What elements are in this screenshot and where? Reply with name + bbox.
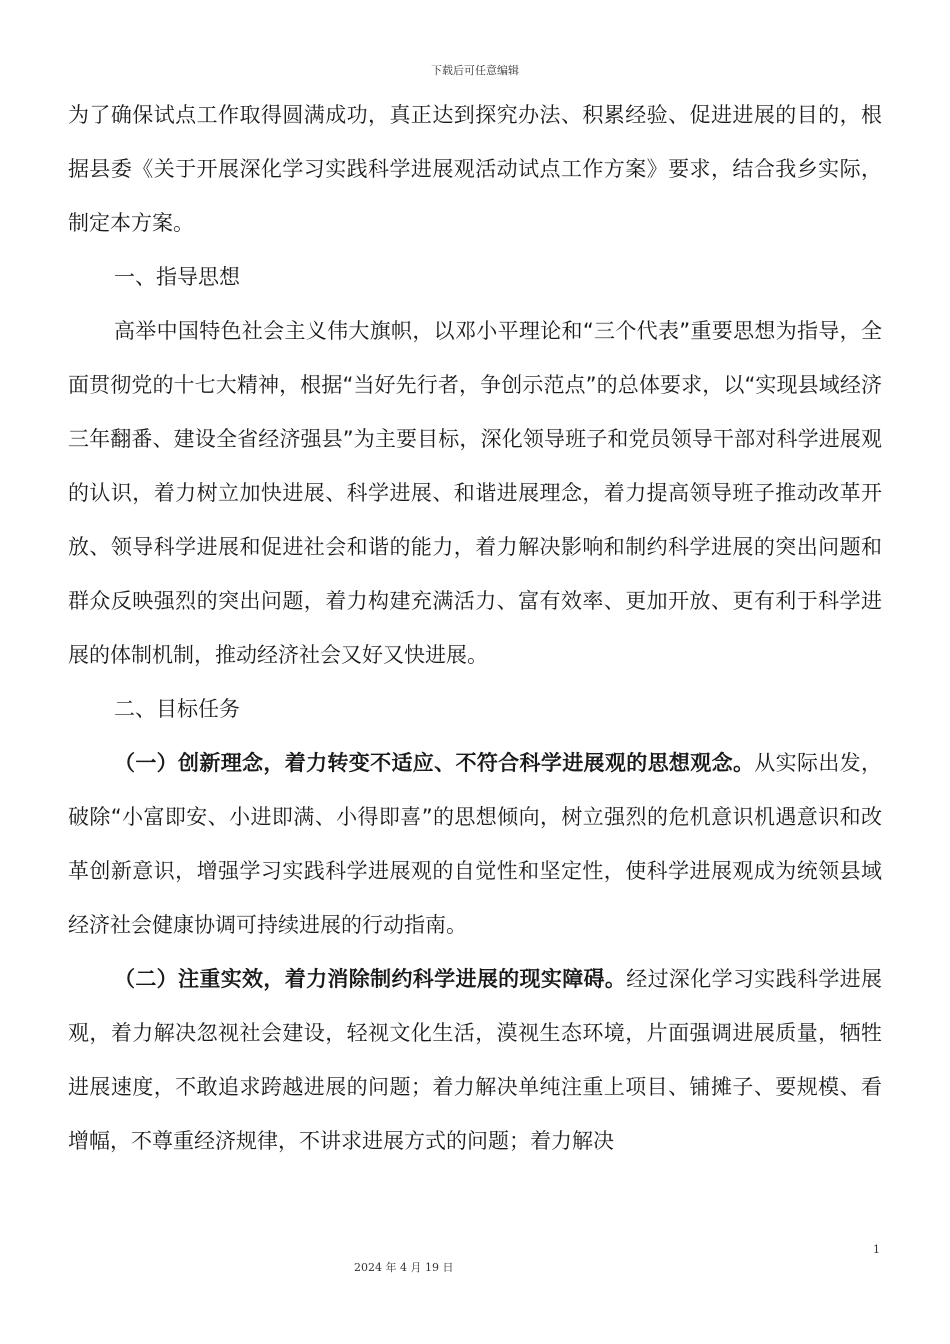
goal-item-2-lead: （二）注重实效，着力消除制约科学进展的现实障碍。	[114, 967, 627, 991]
goal-item-2-body: 经过深化学习实践科学进展观，着力解决忽视社会建设，轻视文化生活，漠视生态环境，片面强调进展质量，牺牲进展速度，不敢追求跨越进展的问题；着力解决单纯注重上项目、铺摊子、要规模、看增幅，不尊重经济规律，不讲求进展方式的问题；着力解决	[68, 967, 883, 1153]
header-note: 下载后可任意编辑	[431, 64, 519, 77]
document-body	[68, 88, 882, 1168]
goal-item-2	[68, 952, 882, 1168]
footer-date: 2024 年 4 月 19 日	[354, 1261, 454, 1274]
section-heading-goals: 二、目标任务	[114, 697, 240, 721]
page-number: 1	[873, 1243, 880, 1256]
section-heading-guiding: 一、指导思想	[114, 265, 240, 289]
intro-paragraph: 为了确保试点工作取得圆满成功，真正达到探究办法、积累经验、促进进展的目的，根据县委《关于开展深化学习实践科学进展观活动试点工作方案》要求，结合我乡实际，制定本方案。	[68, 103, 882, 235]
guiding-paragraph: 高举中国特色社会主义伟大旗帜，以邓小平理论和“三个代表”重要思想为指导，全面贯彻党的十七大精神，根据“当好先行者，争创示范点”的总体要求，以“实现县域经济三年翻番、建设全省经济强县”为主要目标，深化领导班子和党员领导干部对科学进展观的认识，着力树立加快进展、科学进展、和谐进展理念，着力提高领导班子推动改革开放、领导科学进展和促进社会和谐的能力，着力解决影响和制约科学进展的突出问题和群众反映强烈的突出问题，着力构建充满活力、富有效率、更加开放、更有利于科学进展的体制机制，推动经济社会又好又快进展。	[68, 319, 882, 667]
goal-item-1-body: 从实际出发，破除“小富即安、小进即满、小得即喜”的思想倾向，树立强烈的危机意识机遇意识和改革创新意识，增强学习实践科学进展观的自觉性和坚定性，使科学进展观成为统领县域经济社会健康协调可持续进展的行动指南。	[68, 751, 883, 937]
goal-item-1	[68, 736, 882, 952]
goal-item-1-lead: （一）创新理念，着力转变不适应、不符合科学进展观的思想观念。	[114, 751, 755, 775]
